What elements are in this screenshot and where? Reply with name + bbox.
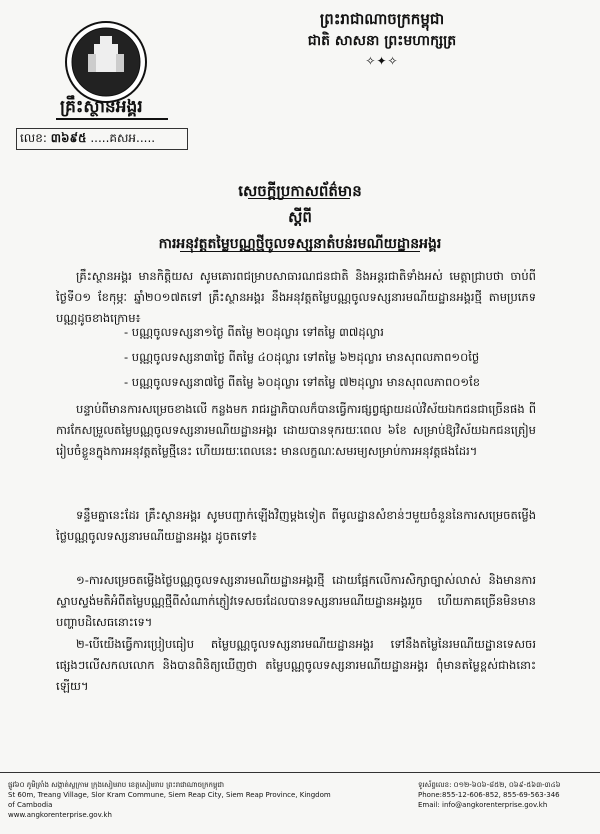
address-english: St 60m, Treang Village, Slor Kram Commune, Siem Reap City, Siem Reap Province, Kingdom of Cambodia: [8, 791, 331, 809]
paragraph-reason-1-text: ១-ការសម្រេចតម្លើងថ្លៃបណ្ណចូលទស្សនារមណីយដ្ឋានអង្គរថ្មី ដោយផ្អែកលើការសិក្សាច្បាស់លាស់ និងមានការស្ទាបស្ទង់មតិអំពីតម្លៃបណ្ណថ្មីពីសំណាក់ភ្ញៀវទេសចរដែលបានទស្សនារមណីយដ្ឋានអង្គររួច ហើយភាគច្រើនមិនមានបញ្ហាបដិសេធនោះទេ។: [56, 573, 536, 629]
organization-name: គ្រឹះស្ថានអង្គរ: [60, 97, 143, 117]
title-regarding: ស្តីពី: [288, 208, 312, 226]
website-link[interactable]: www.angkorenterprise.gov.kh: [8, 811, 112, 819]
title-underline: [248, 198, 350, 199]
phone-khmer: ទូរស័ព្ទលេខ: ០១២-៦០៦-៨៥២, ០៦៩-៥៦៣-៣៤៦: [418, 781, 561, 789]
list-item: - បណ្ណចូលទស្សនា១ថ្ងៃ ពីតម្លៃ ២០ដុល្លារ ទៅតម្លៃ ៣៧ដុល្លារ: [124, 325, 384, 339]
paragraph-reasons-intro-text: ទន្ទឹមគ្នានេះដែរ គ្រឹះស្ថានអង្គរ សូមបញ្ជាក់ឡើងវិញម្តងទៀត ពីមូលដ្ឋានសំខាន់ៗមួយចំនួននៃការសម្រេចតម្លើងថ្លៃបណ្ណចូលទស្សនារមណីយដ្ឋានអង្គរ ដូចតទៅ៖: [56, 508, 536, 543]
list-item: - បណ្ណចូលទស្សនា៧ថ្ងៃ ពីតម្លៃ ៦០ដុល្លារ ទៅតម្លៃ ៧២ដុល្លារ មានសុពលភាព០១ខែ: [124, 375, 481, 389]
footer-divider: [0, 772, 600, 773]
reference-label: លេខ:: [20, 131, 47, 145]
paragraph-background-text: បន្ទាប់ពីមានការសម្រេចខាងលើ កន្លងមក រាជរដ្ឋាភិបាលក៏បានធ្វើការផ្សព្វផ្សាយដល់វិស័យឯកជនជាច្រើនផង ពីការកែសម្រួលតម្លៃបណ្ណចូលទស្សនារមណីយដ្ឋានអង្គរ ដោយបានទុករយៈពេល ៦ខែ សម្រាប់ឱ្យវិស័យឯកជនត្រៀមរៀបចំខ្លួនក្នុងការអនុវត្តតម្លៃថ្មីនេះ ហើយរយៈពេលនេះ មានលក្ខណៈសមរម្យសម្រាប់ការអនុវត្តផងដែរ។: [56, 402, 536, 458]
list-item: - បណ្ណចូលទស្សនា៣ថ្ងៃ ពីតម្លៃ ៤០ដុល្លារ ទៅតម្លៃ ៦២ដុល្លារ មានសុពលភាព១០ថ្ងៃ: [124, 350, 480, 364]
organization-underline: [56, 118, 168, 120]
paragraph-reason-2-text: ២-បើយើងធ្វើការប្រៀបធៀប តម្លៃបណ្ណចូលទស្សនារមណីយដ្ឋានអង្គរ ទៅនឹងតម្លៃនៃរមណីយដ្ឋានទេសចរផ្សេងៗលើសកលលោក និងបានពិនិត្យឃើញថា តម្លៃបណ្ណចូលទស្សនារមណីយដ្ឋានអង្គរ ពុំមានតម្លៃខ្ពស់ជាងនោះឡើយ។: [56, 637, 536, 693]
reference-value: ៣៦៩៥: [50, 131, 87, 145]
footer-address: [8, 780, 338, 820]
footer-contact: [418, 780, 598, 810]
paragraph-reasons-intro: [56, 505, 536, 547]
title-announcement: សេចក្តីប្រកាសព័ត៌មាន: [238, 182, 362, 200]
kingdom-header: [262, 8, 502, 68]
address-khmer: ផ្លូវ៦០ ភូមិត្រាំង សង្កាត់ស្លក្រាម ក្រុងសៀមរាប ខេត្តសៀមរាប ព្រះរាជាណាចក្រកម្ពុជា: [8, 781, 225, 789]
paragraph-intro-text: គ្រឹះស្ថានអង្គរ មានកិត្តិយស សូមគោរពជម្រាបសាធារណជនជាតិ និងអន្តរជាតិទាំងអស់ មេត្តាជ្រាបថា ចាប់ពីថ្ងៃទី០១ ខែកុម្ភៈ ឆ្នាំ២០១៧តទៅ គ្រឹះស្ថានអង្គរ នឹងអនុវត្តតម្លៃបណ្ណចូលទស្សនារមណីយដ្ឋានអង្គរថ្មី តាមប្រភេទបណ្ណដូចខាងក្រោម៖: [56, 269, 536, 325]
email-address[interactable]: Email: info@angkorenterprise.gov.kh: [418, 801, 548, 809]
paragraph-reason-1: [56, 570, 536, 633]
ornament-divider: ✧✦✧: [365, 54, 399, 68]
national-motto: ជាតិ សាសនា ព្រះមហាក្សត្រ: [307, 33, 457, 49]
price-list: [124, 320, 544, 395]
subject-underline: [180, 251, 420, 252]
kingdom-name: ព្រះរាជាណាចក្រកម្ពុជា: [319, 10, 445, 28]
reference-number: [20, 130, 155, 148]
paragraph-background: [56, 399, 536, 462]
title-subject: ការអនុវត្តតម្លៃបណ្ណថ្មីចូលទស្សនាតំបន់រមណីយដ្ឋានអង្គរ: [158, 236, 442, 252]
reference-suffix: .....គសអ.....: [90, 131, 156, 145]
phone-number: Phone:855-12-606-852, 855-69-563-346: [418, 791, 560, 799]
paragraph-reason-2: [56, 634, 536, 697]
